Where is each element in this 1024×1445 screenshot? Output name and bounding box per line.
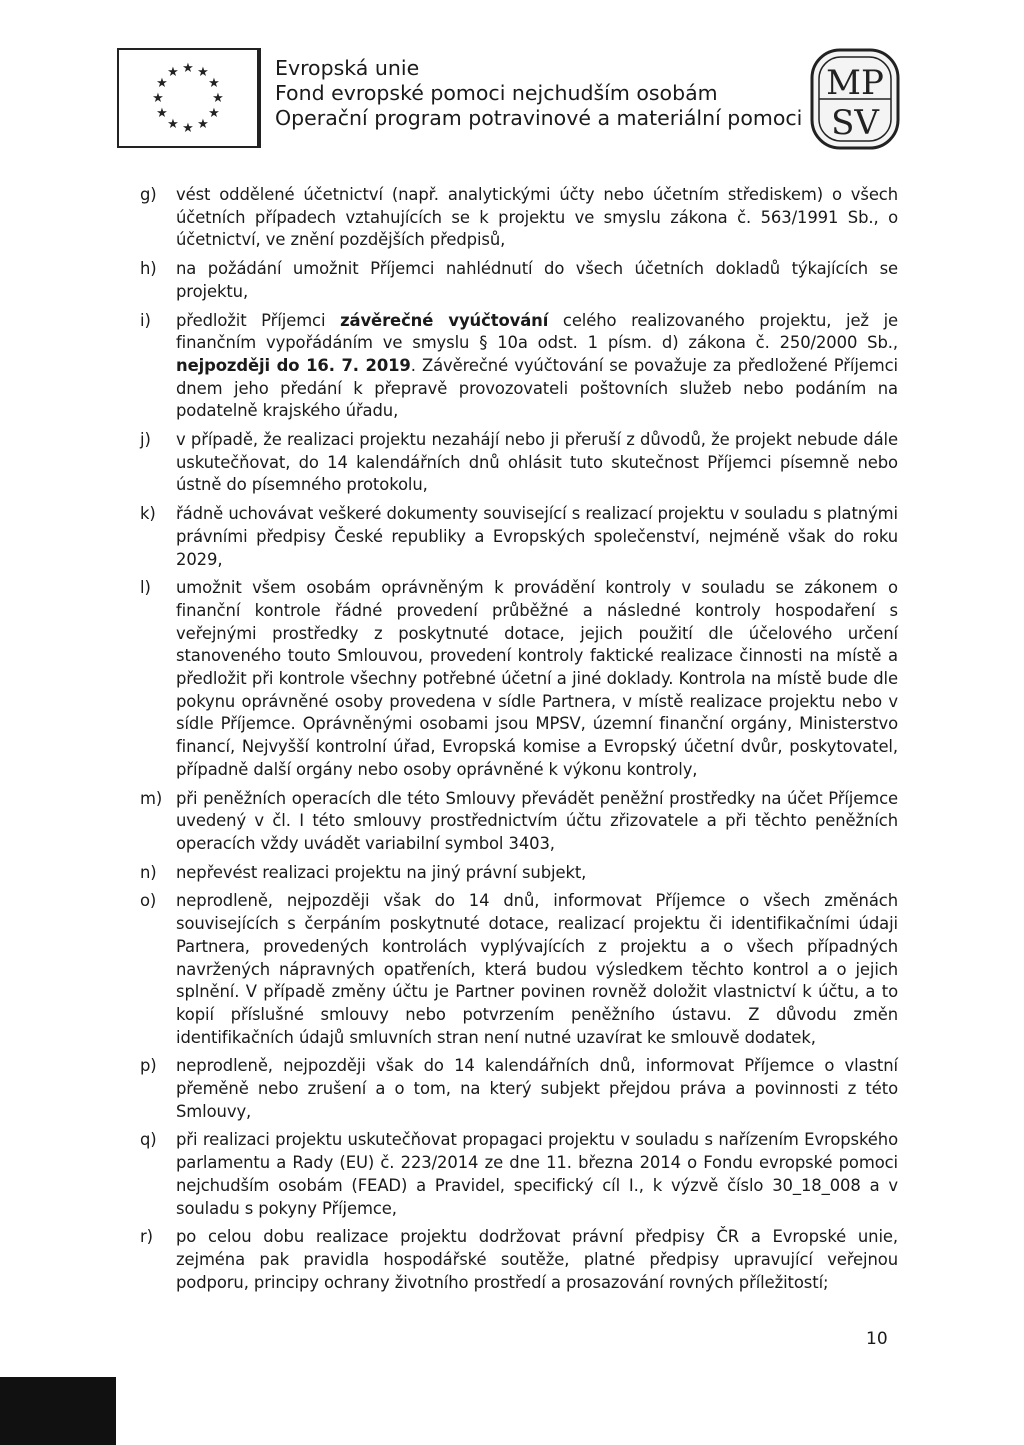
item-text: po celou dobu realizace projektu dodržovat právní předpisy ČR a Evropské unie, zejména pak pravidla hospodářské soutěže, platné předpisy upravující veřejnou podporu, principy ochrany životního prostředí a prosazování rovných příležitostí; <box>176 1227 898 1292</box>
emphasis-text: nejpozději do 16. 7. 2019 <box>176 355 411 375</box>
item-text: při realizaci projektu uskutečňovat propagaci projektu v souladu s nařízením Evropského parlamentu a Rady (EU) č. 223/2014 ze dne 11. března 2014 o Fondu evropské pomoci nejchudším osobám (FEAD) a Pravidel, specifický cíl I., k výzvě číslo 30_18_008 a v souladu s pokyny Příjemce, <box>176 1130 898 1218</box>
emphasis-text: závěrečné vyúčtování <box>340 310 549 330</box>
list-item <box>140 184 898 252</box>
svg-text:★: ★ <box>182 121 194 136</box>
list-item <box>140 258 898 303</box>
item-text: neprodleně, nejpozději však do 14 kalendářních dnů, informovat Příjemce o vlastní přeměně nebo zrušení a o tom, na který subjekt přejdou práva a povinnosti z této Smlouvy, <box>176 1056 898 1121</box>
svg-text:★: ★ <box>208 76 220 91</box>
list-item-label: i) <box>140 310 151 330</box>
svg-text:★: ★ <box>167 117 179 132</box>
list-item <box>140 1129 898 1220</box>
svg-text:★: ★ <box>208 106 220 121</box>
list-item <box>140 890 898 1049</box>
list-item-label: p) <box>140 1056 157 1076</box>
list-item-label: m) <box>140 788 163 808</box>
list-item <box>140 862 898 885</box>
list-item-label: r) <box>140 1227 153 1247</box>
list-item <box>140 503 898 571</box>
logo-bottom-text: SV <box>831 103 879 143</box>
svg-text:★: ★ <box>156 76 168 91</box>
svg-text:★: ★ <box>197 65 209 80</box>
list-item-label: g) <box>140 185 157 204</box>
item-text: umožnit všem osobám oprávněným k provádění kontroly v souladu se zákonem o finanční kontrole řádné provedení průběžné a následné kontroly hospodaření s veřejnými prostředky z poskytnuté dotace, jejich použití dle účelového určení stanoveného touto Smlouvou, provedení kontroly faktické realizace činnosti na místě a předložit při kontrole všechny potřebné účetní a jiné doklady. Kontrola na místě bude dle pokynu oprávněné osoby provedena v sídle Partnera, v místě realizace projektu nebo v sídle Příjemce. Oprávněnými osobami jsou MPSV, územní finanční orgány, Ministerstvo financí, Nejvyšší kontrolní úřad, Evropská komise a Evropský účetní dvůr, poskytovatel, případně další orgány nebo osoby oprávněné k výkonu kontroly, <box>176 578 898 779</box>
list-item-label: q) <box>140 1130 157 1150</box>
item-text: vést oddělené účetnictví (např. analytickými účty nebo účetním střediskem) o všech účetních případech vztahujících se k projektu ve smyslu zákona č. 563/1991 Sb., o účetnictví, ve znění pozdějších předpisů, <box>176 185 898 250</box>
redaction-block <box>0 1377 116 1445</box>
list-item-label: o) <box>140 891 157 911</box>
item-text: řádně uchovávat veškeré dokumenty související s realizací projektu v souladu s platnými právními předpisy České republiky a Evropských společenství, nejméně však do roku 2029, <box>176 504 898 569</box>
list-item <box>140 429 898 497</box>
list-item <box>140 1055 898 1123</box>
svg-text:★: ★ <box>197 117 209 132</box>
item-text: nepřevést realizaci projektu na jiný právní subjekt, <box>176 862 587 882</box>
item-text: . Závěrečné vyúčtování se považuje za předložené Příjemci dnem jeho předání k přepravě provozovateli poštovních služeb nebo podáním na podatelně krajského úřadu, <box>176 355 898 421</box>
page-number: 10 <box>866 1329 888 1349</box>
list-item-label: k) <box>140 504 156 524</box>
item-text: na požádání umožnit Příjemci nahlédnutí do všech účetních dokladů týkajících se projektu, <box>176 259 898 301</box>
header-line-eu: Evropská unie <box>275 56 420 80</box>
page-header <box>117 48 897 151</box>
header-text <box>259 48 819 148</box>
list-item <box>140 1226 898 1294</box>
list-item <box>140 788 898 856</box>
svg-text:★: ★ <box>182 61 194 76</box>
mpsv-logo <box>810 48 900 150</box>
list-item-label: h) <box>140 259 157 279</box>
svg-text:★: ★ <box>167 65 179 80</box>
eu-stars-icon <box>119 50 257 146</box>
header-line-fund: Fond evropské pomoci nejchudším osobám <box>275 81 718 105</box>
svg-text:★: ★ <box>156 106 168 121</box>
item-text: předložit Příjemci <box>176 310 341 330</box>
list-item-label: n) <box>140 862 157 882</box>
list-item-label: l) <box>140 578 151 598</box>
eu-flag-logo <box>117 48 259 148</box>
item-text: při peněžních operacích dle této Smlouvy převádět peněžní prostředky na účet Příjemce uvedený v čl. I této smlouvy prostřednictvím účtu zřizovatele a při těchto peněžních operacích vždy uvádět variabilní symbol 3403, <box>176 788 898 853</box>
item-text: neprodleně, nejpozději však do 14 dnů, informovat Příjemce o všech změnách souvisejících s čerpáním poskytnuté dotace, realizací projektu či identifikačními údaji Partnera, provedených kontrolách vyplývajících z projektu a o všech případných navržených nápravných opatřeních, která budou výsledkem těchto kontrol a o jejich splnění. V případě změny účtu je Partner povinen rovněž doložit vlastnictví k účtu, a to kopií příslušné smlouvy nebo potvrzením peněžního ústavu. Z důvodu změn identifikačních údajů smluvních stran není nutné uzavírat ke smlouvě dodatek, <box>176 891 898 1047</box>
item-text: celého realizovaného projektu, jež je finančním vypořádáním ve smyslu § 10a odst. 1 písm. d) zákona č. 250/2000 Sb., <box>176 310 899 353</box>
logo-top-text: MP <box>826 63 884 103</box>
item-text: v případě, že realizaci projektu nezahájí nebo ji přeruší z důvodů, že projekt nebude dále uskutečňovat, do 14 kalendářních dnů ohlásit tuto skutečnost Příjemci písemně nebo ústně do písemného protokolu, <box>176 430 898 495</box>
header-line-program: Operační program potravinové a materiální pomoci <box>275 106 803 130</box>
obligations-list <box>140 184 898 1300</box>
svg-text:★: ★ <box>152 91 164 106</box>
list-item <box>140 310 898 424</box>
svg-text:★: ★ <box>212 91 224 106</box>
list-item <box>140 577 898 781</box>
list-item-label: j) <box>140 430 151 450</box>
